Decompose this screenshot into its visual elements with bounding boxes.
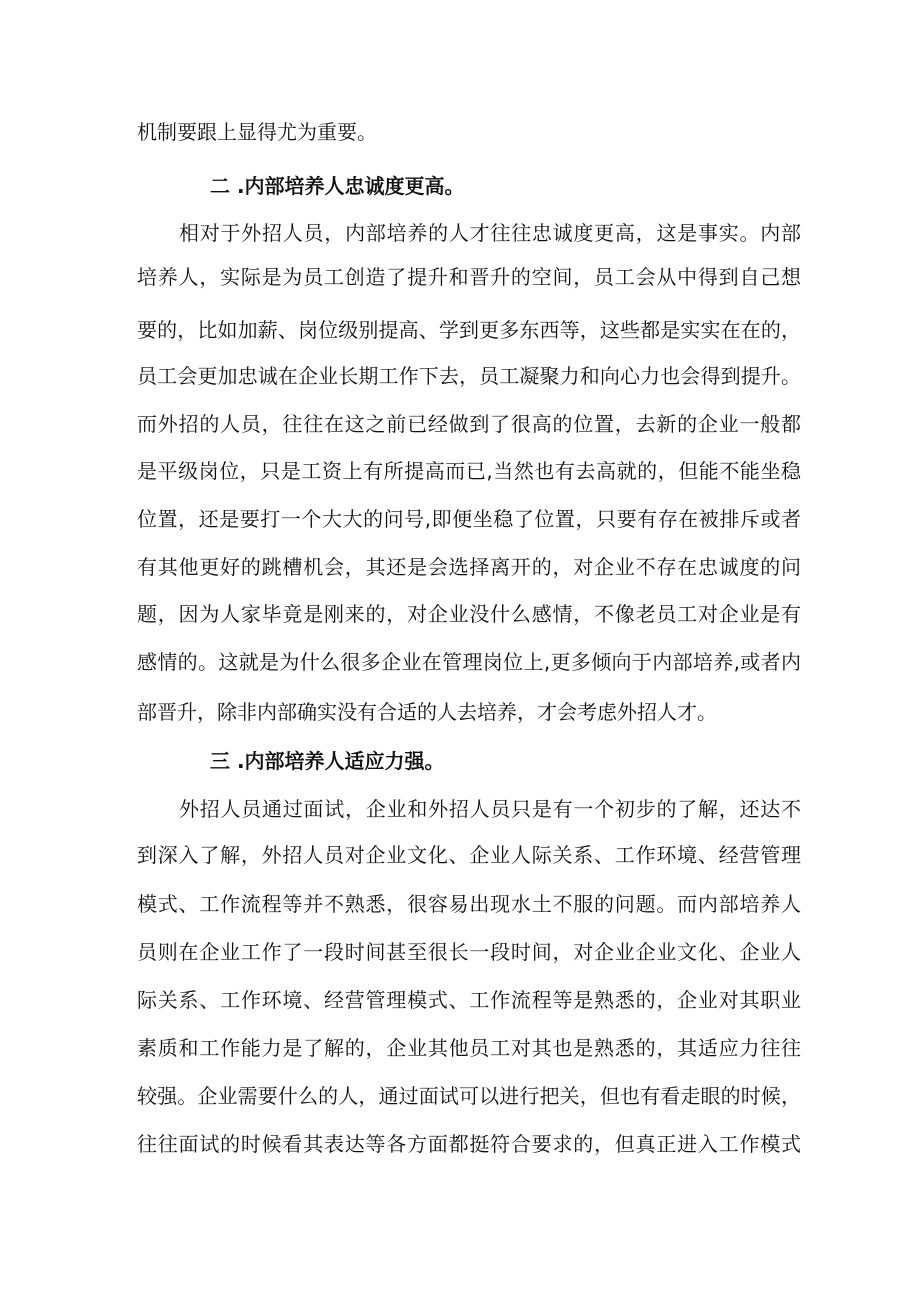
paragraph-line: 员则在企业工作了一段时间甚至很长一段时间，对企业企业文化、企业人	[137, 940, 801, 964]
paragraph-line: 际关系、工作环境、经营管理模式、工作流程等是熟悉的，企业对其职业	[137, 988, 801, 1012]
paragraph-line: 相对于外招人员，内部培养的人才往往忠诚度更高，这是事实。内部	[179, 221, 801, 245]
paragraph-line: 部晋升，除非内部确实没有合适的人去培养，才会考虑外招人才。	[137, 700, 717, 724]
paragraph-line: 有其他更好的跳槽机会，其还是会选择离开的，对企业不存在忠诚度的问	[137, 555, 801, 579]
paragraph-line: 外招人员通过面试，企业和外招人员只是有一个初步的了解，还达不	[179, 797, 801, 821]
paragraph-line: 题，因为人家毕竟是刚来的，对企业没什么感情，不像老员工对企业是有	[137, 602, 801, 626]
paragraph-line: 培养人，实际是为员工创造了提升和晋升的空间，员工会从中得到自己想	[137, 265, 801, 289]
paragraph-line: 是平级岗位，只是工资上有所提高而已,当然也有去高就的，但能不能坐稳	[137, 459, 801, 483]
section-heading: 三 .内部培养人适应力强。	[210, 749, 445, 773]
paragraph-line: 机制要跟上显得尤为重要。	[137, 120, 377, 144]
paragraph-line: 模式、工作流程等并不熟悉，很容易出现水土不服的问题。而内部培养人	[137, 892, 801, 916]
paragraph-line: 位置，还是要打一个大大的问号,即便坐稳了位置，只要有存在被排斥或者	[137, 507, 801, 531]
section-heading: 二 .内部培养人忠诚度更高。	[210, 174, 465, 198]
paragraph-line: 而外招的人员，往往在这之前已经做到了很高的位置，去新的企业一般都	[137, 412, 801, 436]
paragraph-line: 到深入了解，外招人员对企业文化、企业人际关系、工作环境、经营管理	[137, 843, 801, 867]
paragraph-line: 素质和工作能力是了解的，企业其他员工对其也是熟悉的，其适应力往往	[137, 1036, 801, 1060]
paragraph-line: 往往面试的时候看其表达等各方面都挺符合要求的，但真正进入工作模式	[137, 1132, 801, 1156]
paragraph-line: 感情的。这就是为什么很多企业在管理岗位上,更多倾向于内部培养,或者内	[137, 650, 801, 674]
paragraph-line: 员工会更加忠诚在企业长期工作下去，员工凝聚力和向心力也会得到提升。	[137, 364, 801, 388]
paragraph-line: 要的，比如加薪、岗位级别提高、学到更多东西等，这些都是实实在在的，	[137, 318, 801, 342]
paragraph-line: 较强。企业需要什么的人，通过面试可以进行把关，但也有看走眼的时候，	[137, 1084, 801, 1108]
